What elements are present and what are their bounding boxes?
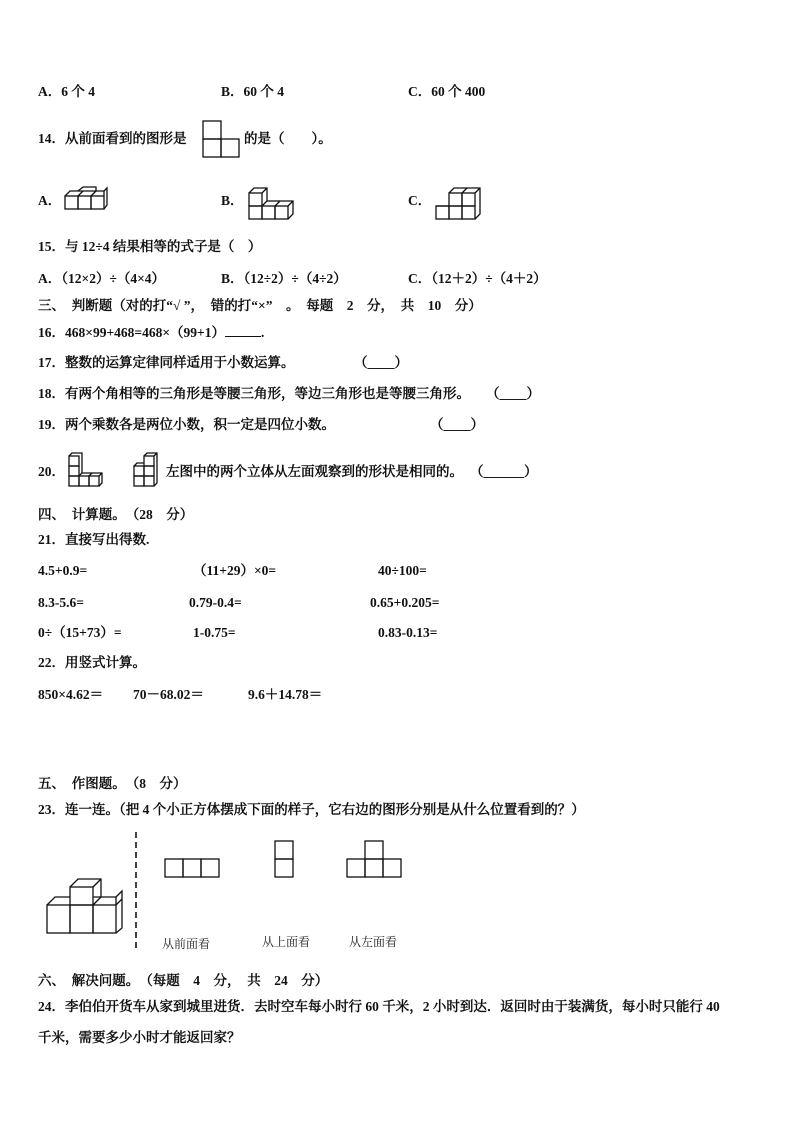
question-20-number: 20． [38,464,65,479]
cube-figure-b [248,180,292,224]
divider-dashed-line [134,832,138,952]
calc-item: 0.83-0.13= [378,625,438,640]
cube-stack-right-figure [130,452,166,488]
answer-paren[interactable]: （____） [354,355,408,370]
question-14-stem-end: 的是（ ）。 [244,131,332,146]
view-label-left: 从左面看 [349,935,398,949]
option-a: A． [38,193,62,208]
calc-item: 1-0.75= [193,625,236,640]
cube-figure-c [435,180,479,224]
question-23-title: 23．连一连。（把 4 个小正方体摆成下面的样子，它右边的图形分别是从什么位置看到的？） [38,802,585,817]
question-15-stem: 15．与 12÷4 结果相等的式子是（ ） [38,239,262,254]
section-5-title: 五、 作图题。 （8 分） [38,776,187,791]
cube-stack-left-figure [68,452,112,488]
cube-figure-a [64,186,108,216]
calc-item: 40÷100= [378,563,427,578]
calc-item: 0÷（15+73）= [38,625,122,640]
answer-blank[interactable] [225,336,261,337]
vertical-calc-item: 9.6＋14.78＝ [248,687,323,702]
view-shape-two-stack [274,840,296,880]
calc-item: 8.3-5.6= [38,595,84,610]
calc-item: 4.5+0.9= [38,563,88,578]
question-14-stem: 14．从前面看到的图形是 [38,131,187,146]
option-c: C． [408,193,432,208]
calc-item: 0.65+0.205= [370,595,440,610]
question-21-title: 21．直接写出得数. [38,532,150,547]
question-18-text: 18．有两个角相等的三角形是等腰三角形，等边三角形也是等腰三角形。 [38,386,470,401]
answer-paren[interactable]: （______） [470,464,538,479]
front-view-figure [202,120,240,158]
option-b: B．60 个 4 [221,84,285,99]
vertical-calc-item: 70－68.02＝ [133,687,204,702]
option-a: A．（12×2）÷（4×4） [38,271,166,286]
section-3-title: 三、 判断题（对的打“√ ”， 错的打“×” 。 每题 2 分， 共 10 分） [38,298,482,313]
option-c: C．（12＋2）÷（4＋2） [408,271,547,286]
option-a: A．6 个 4 [38,84,95,99]
question-19-text: 19．两个乘数各是两位小数，积一定是四位小数。 [38,417,335,432]
answer-paren[interactable]: （____） [430,417,484,432]
question-16 [38,325,264,341]
calc-item: （11+29）×0= [193,563,277,578]
section-4-title: 四、 计算题。 （28 分） [38,507,194,522]
question-16-end: . [260,325,265,340]
question-20-text: 左图中的两个立体从左面观察到的形状是相同的。 [166,464,463,479]
view-label-top: 从上面看 [262,935,311,949]
question-24-line1: 24．李伯伯开货车从家到城里进货．去时空车每小时行 60 千米，2 小时到达．返回时由于装满货，每小时只能行 40 [38,999,720,1014]
view-shape-t-shape [346,840,406,880]
question-16-text: 16．468×99+468=468×（99+1） [38,325,225,340]
view-shape-three-row [164,858,222,880]
option-b: B．（12÷2）÷（4÷2） [221,271,347,286]
calc-item: 0.79-0.4= [189,595,242,610]
option-b: B． [221,193,244,208]
answer-paren[interactable]: （____） [486,386,540,401]
question-17-text: 17．整数的运算定律同样适用于小数运算。 [38,355,295,370]
question-24-line2: 千米，需要多少小时才能返回家？ [38,1030,241,1045]
cube-arrangement-figure [44,878,126,938]
view-label-front: 从前面看 [162,937,211,951]
section-6-title: 六、 解决问题。 （每题 4 分， 共 24 分） [38,973,329,988]
vertical-calc-item: 850×4.62＝ [38,687,104,702]
option-c: C．60 个 400 [408,84,486,99]
question-22-title: 22．用竖式计算。 [38,655,146,670]
